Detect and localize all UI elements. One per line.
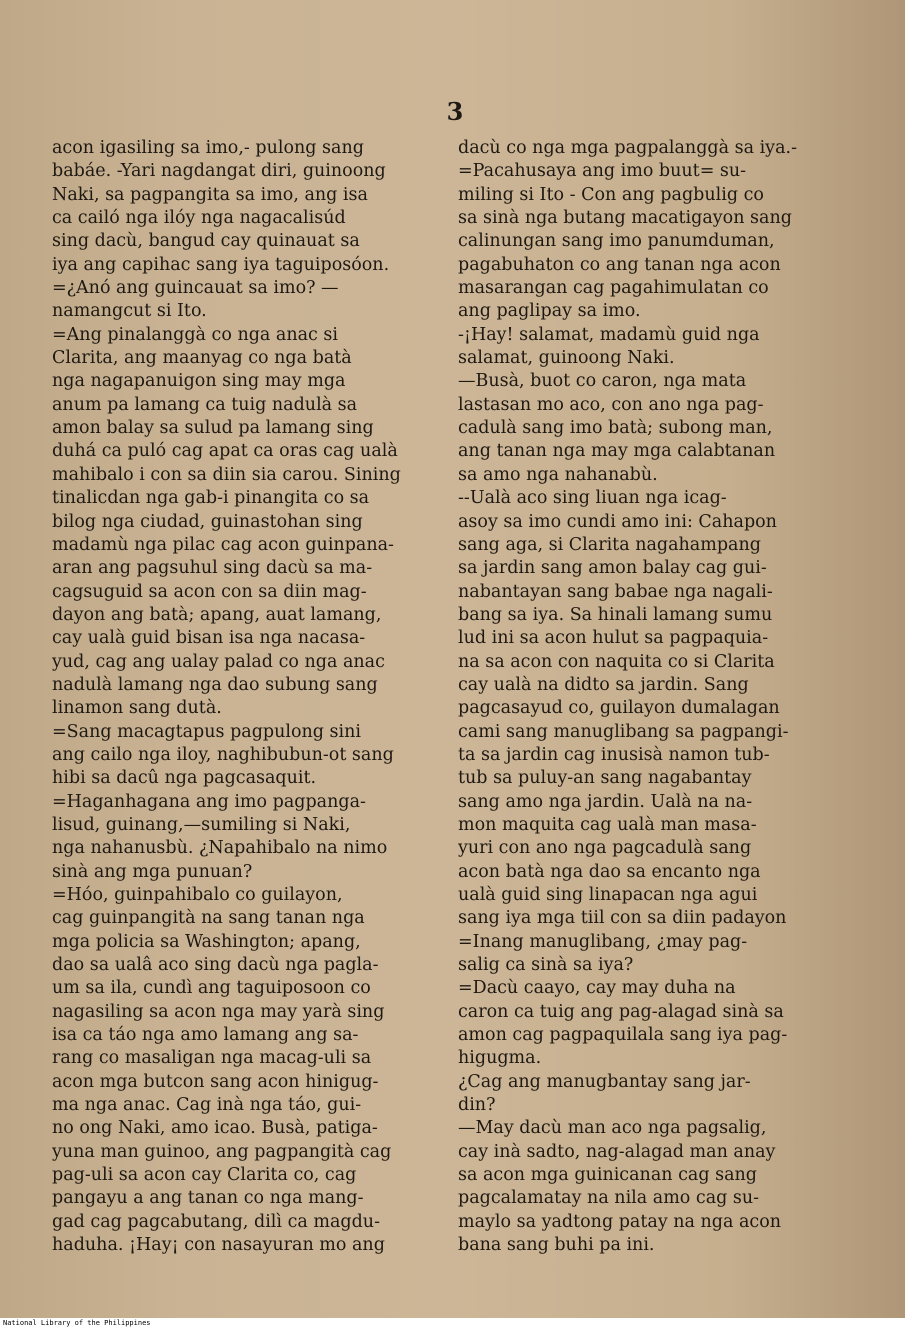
left-column-line: sinà ang mga punuan? — [52, 861, 253, 882]
right-column-line: sa acon mga guinicanan cag sang — [458, 1165, 757, 1186]
left-column-line: cagsuguid sa acon con sa diin mag- — [52, 581, 367, 602]
left-column-line: anum pa lamang ca tuig nadulà sa — [52, 394, 358, 415]
left-column-line: amon balay sa sulud pa lamang sing — [52, 418, 374, 439]
left-column-line: bilog nga ciudad, guinastohan sing — [52, 511, 363, 532]
right-column-line: ang tanan nga may mga calabtanan — [458, 441, 776, 462]
left-column-line: um sa ila, cundì ang taguiposoon co — [52, 978, 371, 999]
right-column-line: caron ca tuig ang pag-alagad sinà sa — [458, 1001, 784, 1022]
right-column-line: salig ca sinà sa iya? — [458, 955, 634, 976]
left-text-column — [52, 137, 438, 1258]
right-column-line: sa sinà nga butang macatigayon sang — [458, 208, 792, 229]
right-column-line: na sa acon con naquita co si Clarita — [458, 651, 775, 672]
right-column-line: ang paglipay sa imo. — [458, 301, 641, 322]
left-column-line: =Sang macagtapus pagpulong sini — [52, 721, 361, 742]
right-column-line: yuri con ano nga pagcadulà sang — [458, 838, 752, 859]
left-column-line: linamon sang dutà. — [52, 698, 222, 719]
right-column-line: lud ini sa acon hulut sa pagpaquia- — [458, 628, 769, 649]
left-column-line: dayon ang batà; apang, auat lamang, — [52, 604, 382, 625]
right-column-line: =Pacahusaya ang imo buut= su- — [458, 161, 747, 182]
right-column-line: ¿Cag ang manugbantay sang jar- — [458, 1071, 751, 1092]
left-column-line: Naki, sa pagpangita sa imo, ang isa — [52, 184, 368, 205]
right-column-line: cadulà sang imo batà; subong man, — [458, 418, 773, 439]
left-column-line: nadulà lamang nga dao subung sang — [52, 674, 378, 695]
page-number: 3 — [446, 97, 464, 126]
right-column-line: cay inà sadto, nag-alagad man anay — [458, 1141, 776, 1162]
left-column-line: dao sa ualâ aco sing dacù nga pagla- — [52, 955, 379, 976]
right-column-line: sa jardin sang amon balay cag gui- — [458, 558, 767, 579]
right-column-line: sang amo nga jardin. Ualà na na- — [458, 791, 753, 812]
right-column-line: ta sa jardin cag inusisà namon tub- — [458, 744, 770, 765]
left-column-line: =Haganhagana ang imo pagpanga- — [52, 791, 366, 812]
left-column-line: hibi sa dacû nga pagcasaquit. — [52, 768, 317, 789]
right-column-line: maylo sa yadtong patay na nga acon — [458, 1211, 782, 1232]
right-column-line: pagcalamatay na nila amo cag su- — [458, 1188, 760, 1209]
right-column-line: sang iya mga tiil con sa diin padayon — [458, 908, 787, 929]
left-column-line: pag-uli sa acon cay Clarita co, cag — [52, 1165, 357, 1186]
right-column-line: tub sa puluy-an sang nagabantay — [458, 768, 752, 789]
left-column-line: tinalicdan nga gab-i pinangita co sa — [52, 488, 370, 509]
right-column-line: —Busà, buot co caron, nga mata — [458, 371, 747, 392]
right-column-line: sa amo nga nahanabù. — [458, 464, 658, 485]
right-column-line: dacù co nga mga pagpalanggà sa iya.- — [458, 138, 797, 158]
right-column-line: -¡Hay! salamat, madamù guid nga — [458, 324, 760, 345]
left-column-line: iya ang capihac sang iya taguiposóon. — [52, 254, 390, 275]
left-column-line: yuna man guinoo, ang pagpangità cag — [52, 1141, 392, 1162]
left-column-line: ca cailó nga ilóy nga nagacalisúd — [52, 208, 346, 229]
left-column-line: =Hóo, guinpahibalo co guilayon, — [52, 885, 343, 905]
right-column-line: —May dacù man aco nga pagsalig, — [458, 1118, 767, 1139]
right-column-line: amon cag pagpaquilala sang iya pag- — [458, 1025, 788, 1046]
right-column-line: nabantayan sang babae nga nagali- — [458, 581, 773, 602]
left-column-line: duhá ca puló cag apat ca oras cag ualà — [52, 441, 398, 462]
right-column-line: din? — [458, 1095, 496, 1116]
left-column-line: acon igasiling sa imo,- pulong sang — [52, 138, 364, 158]
right-column-line: =Inang manuglibang, ¿may pag- — [458, 931, 748, 952]
right-column-line: bana sang buhi pa ini. — [458, 1235, 655, 1256]
right-column-line: lastasan mo aco, con ano nga pag- — [458, 394, 764, 415]
left-column-line: Clarita, ang maanyag co nga batà — [52, 348, 352, 369]
left-column-line: aran ang pagsuhul sing dacù sa ma- — [52, 558, 373, 579]
right-column-line: pagcasayud co, guilayon dumalagan — [458, 698, 780, 719]
right-column-line: higugma. — [458, 1048, 542, 1069]
left-column-line: babáe. -Yari nagdangat diri, guinoong — [52, 161, 386, 182]
left-column-line: mga policia sa Washington; apang, — [52, 931, 361, 952]
right-column-line: pagabuhaton co ang tanan nga acon — [458, 254, 781, 275]
left-column-line: acon mga butcon sang acon hinigug- — [52, 1071, 379, 1092]
left-column-line: sing dacù, bangud cay quinauat sa — [52, 231, 360, 252]
right-column-line: cami sang manuglibang sa pagpangi- — [458, 721, 789, 742]
right-column-line: sang aga, si Clarita nagahampang — [458, 534, 761, 555]
left-column-line: rang co masaligan nga macag-uli sa — [52, 1048, 372, 1069]
left-column-line: nagasiling sa acon nga may yarà sing — [52, 1001, 385, 1022]
right-column-line: asoy sa imo cundi amo ini: Cahapon — [458, 511, 777, 532]
left-column-line: nga nahanusbù. ¿Napahibalo na nimo — [52, 838, 388, 859]
library-credit: National Library of the Philippines — [0, 1318, 905, 1328]
left-column-line: =¿Anó ang guincauat sa imo? — — [52, 278, 339, 299]
right-column-line: --Ualà aco sing liuan nga icag- — [458, 488, 727, 509]
left-column-line: yud, cag ang ualay palad co nga anac — [52, 651, 385, 672]
right-column-line: ualà guid sing linapacan nga agui — [458, 885, 758, 905]
right-column-line: =Dacù caayo, cay may duha na — [458, 978, 736, 999]
right-column-line: masarangan cag pagahimulatan co — [458, 278, 769, 299]
left-column-line: lisud, guinang,—sumiling si Naki, — [52, 814, 351, 835]
right-column-line: miling si Ito - Con ang pagbulig co — [458, 184, 764, 205]
left-column-line: madamù nga pilac cag acon guinpana- — [52, 534, 394, 555]
left-column-line: cay ualà guid bisan isa nga nacasa- — [52, 628, 366, 649]
left-column-line: isa ca táo nga amo lamang ang sa- — [52, 1025, 359, 1046]
right-column-line: cay ualà na didto sa jardin. Sang — [458, 674, 749, 695]
left-column-line: ma nga anac. Cag inà nga táo, gui- — [52, 1095, 362, 1116]
left-column-line: =Ang pinalanggà co nga anac si — [52, 324, 338, 345]
right-column-line: salamat, guinoong Naki. — [458, 348, 675, 369]
right-column-line: mon maquita cag ualà man masa- — [458, 814, 757, 835]
left-column-line: namangcut si Ito. — [52, 301, 207, 322]
right-column-line: calinungan sang imo panumduman, — [458, 231, 775, 252]
left-column-line: pangayu a ang tanan co nga mang- — [52, 1188, 364, 1209]
left-column-line: nga nagapanuigon sing may mga — [52, 371, 346, 392]
left-column-line: ang cailo nga iloy, naghibubun-ot sang — [52, 744, 394, 765]
right-column-line: bang sa iya. Sa hinali lamang sumu — [458, 604, 773, 625]
left-column-line: no ong Naki, amo icao. Busà, patiga- — [52, 1118, 378, 1139]
right-text-column — [458, 137, 850, 1258]
left-column-line: cag guinpangità na sang tanan nga — [52, 908, 365, 929]
right-column-line: acon batà nga dao sa encanto nga — [458, 861, 761, 882]
left-column-line: mahibalo i con sa diin sia carou. Sining — [52, 464, 401, 485]
left-column-line: haduha. ¡Hay¡ con nasayuran mo ang — [52, 1235, 385, 1256]
left-column-line: gad cag pagcabutang, dilì ca magdu- — [52, 1211, 380, 1232]
